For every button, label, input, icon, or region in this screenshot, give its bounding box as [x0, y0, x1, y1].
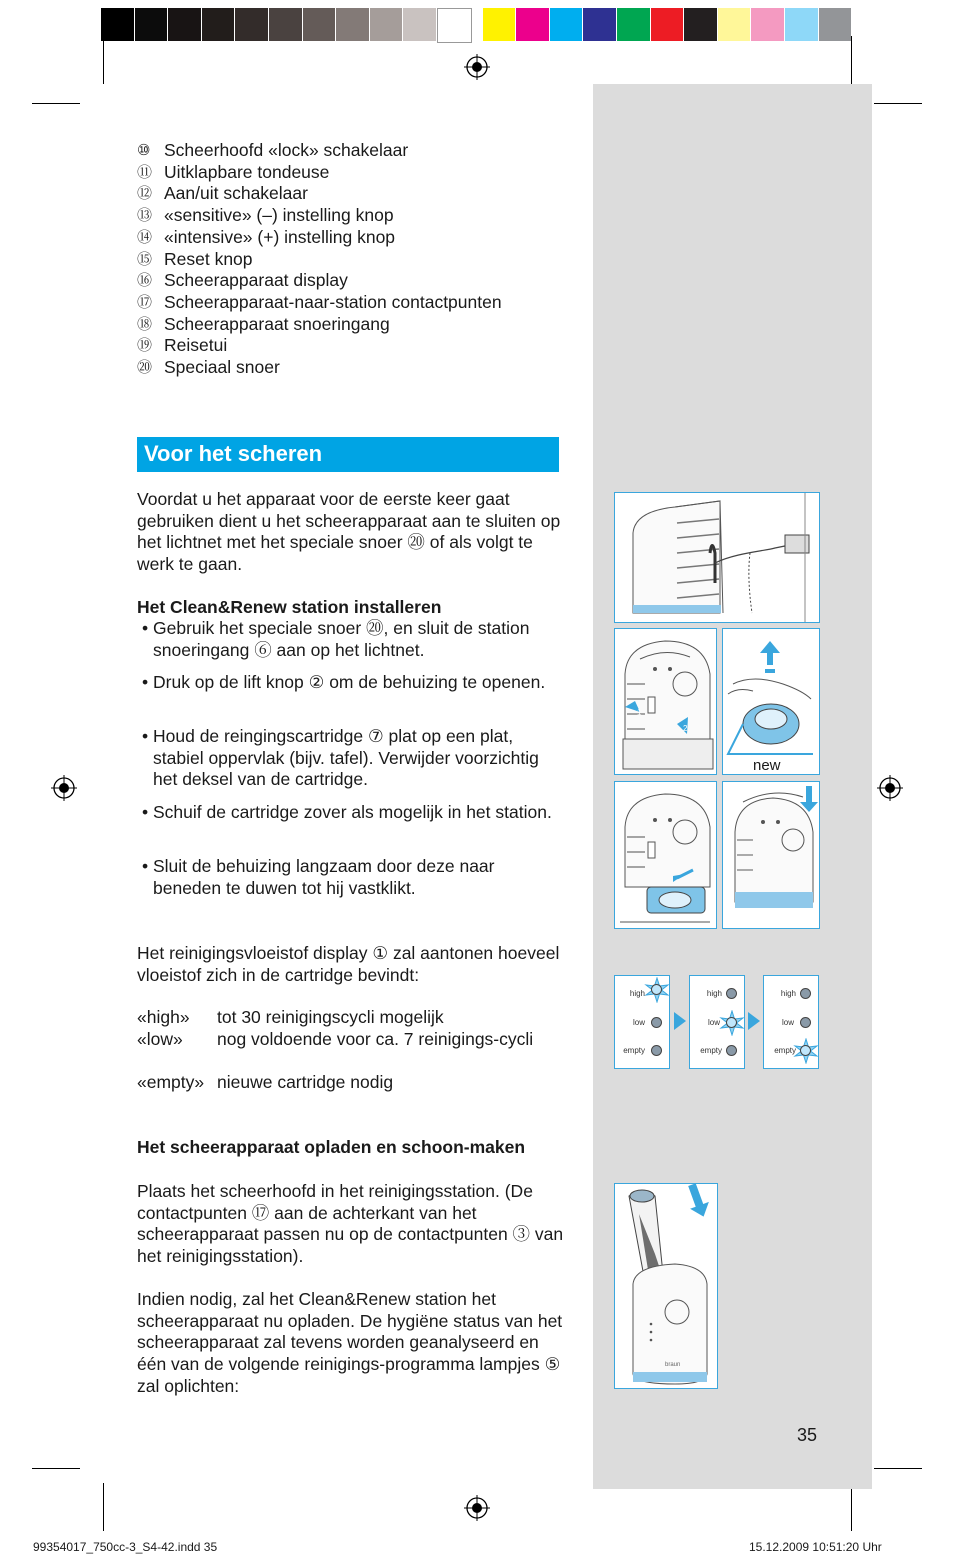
legend-text: Scheerapparaat display [164, 270, 348, 291]
color-swatch [785, 8, 818, 41]
legend-item [137, 314, 577, 336]
lamp-label-empty: empty [774, 1046, 796, 1055]
hygiene-paragraph: Indien nodig, zal het Clean&Renew station het scheerapparaat nu opladen. De hygiëne status van het scheerapparaat zal tevens worden geanalyseerd en één van de volgende reinigings-programma lampjes ⑤ zal oplichten: [137, 1289, 563, 1396]
crop-mark [851, 1483, 852, 1531]
legend-text: «sensitive» (–) instelling knop [164, 205, 394, 226]
status-key: «low» [137, 1029, 183, 1049]
intro-paragraph: Voordat u het apparaat voor de eerste keer gaat gebruiken dient u het scheerapparaat aan te sluiten op het lichtnet met het speciale snoer ⑳ of als volgt te werk te gaan. [137, 489, 561, 575]
legend-number: ⑯ [137, 272, 153, 290]
brand-logo: braun [665, 1362, 681, 1368]
lamp-label-high: high [629, 989, 645, 998]
parts-legend [137, 140, 577, 379]
color-swatch [651, 8, 684, 41]
color-swatch [516, 8, 549, 41]
charge-heading: Het scheerapparaat opladen en schoon-maken [137, 1137, 526, 1157]
crop-mark [103, 1483, 104, 1531]
registration-mark-icon [51, 775, 77, 801]
page-number: 35 [797, 1425, 818, 1445]
install-step: • Schuif de cartridge zover als mogelijk in het station. [137, 802, 557, 846]
step-label: 2 [683, 724, 688, 733]
install-step: • Druk op de lift knop ② om de behuizing te openen. [137, 672, 557, 716]
lamp-high [726, 988, 737, 999]
legend-number: ⑮ [137, 250, 153, 268]
install-step-text: Schuif de cartridge zover als mogelijk in het station. [153, 802, 552, 822]
legend-text: Aan/uit schakelaar [164, 183, 308, 204]
lamp-empty-on [800, 1045, 811, 1056]
crop-mark [874, 103, 922, 104]
lamp-label-high: high [780, 989, 796, 998]
legend-number: ⑲ [137, 337, 153, 355]
color-swatch [101, 8, 134, 41]
legend-text: «intensive» (+) instelling knop [164, 226, 396, 247]
lamp-label-empty: empty [623, 1046, 645, 1055]
lift-button-illustration [614, 628, 717, 775]
color-swatch [135, 8, 168, 41]
legend-number: ⑪ [137, 163, 153, 181]
install-step: • Houd de reingingscartridge ⑦ plat op een plat, stabiel oppervlak (bijv. tafel). Verwijder voorzichtig het deksel van de cartridge. [137, 726, 557, 792]
install-step: • Sluit de behuizing langzaam door deze naar beneden te duwen tot hij vastklikt. [137, 856, 557, 900]
footer-timestamp: 15.12.2009 10:51:20 Uhr [749, 1540, 882, 1554]
crop-mark [103, 36, 104, 84]
status-value: tot 30 reinigingscycli mogelijk [217, 1007, 444, 1027]
crop-mark [874, 1468, 922, 1469]
crop-mark [851, 36, 852, 84]
insert-cartridge-illustration [614, 781, 717, 929]
legend-item [137, 270, 577, 292]
display-paragraph: Het reinigingsvloeistof display ① zal aantonen hoeveel vloeistof zich in de cartridge bevindt: [137, 943, 560, 985]
footer-file-info: 99354017_750cc-3_S4-42.indd 35 [33, 1540, 218, 1554]
lamp-empty [726, 1045, 737, 1056]
legend-text: Scheerapparaat snoeringang [164, 313, 390, 334]
install-step-text: Druk op de lift knop ② om de behuizing te openen. [153, 672, 546, 692]
charge-paragraph: Plaats het scheerhoofd in het reinigingsstation. (De contactpunten ⑰ aan de achterkant van het scheerapparaat passen nu op de contactpunten ③ van het reinigingsstation). [137, 1181, 564, 1267]
legend-number: ⑬ [137, 207, 153, 225]
color-swatch [483, 8, 516, 41]
legend-item [137, 162, 577, 184]
color-swatch [336, 8, 369, 41]
legend-number: ⑳ [137, 359, 153, 377]
status-value: nieuwe cartridge nodig [217, 1072, 394, 1092]
fluid-display-high [614, 975, 670, 1069]
color-swatch [202, 8, 235, 41]
lamp-label-low: low [632, 1018, 645, 1027]
arrow-right-icon [748, 1012, 760, 1030]
install-step-text: Sluit de behuizing langzaam door deze naar beneden te duwen tot hij vastklikt. [153, 856, 495, 898]
lamp-label-empty: empty [700, 1046, 722, 1055]
lamp-low [800, 1017, 811, 1028]
lamp-label-high: high [706, 989, 722, 998]
lamp-label-low: low [707, 1018, 720, 1027]
status-key: «high» [137, 1007, 190, 1027]
install-step: • Gebruik het speciale snoer ⑳, en sluit de station snoeringang ⑥ aan op het lichtnet. [137, 618, 557, 662]
close-housing-illustration [722, 781, 820, 929]
section-heading [137, 437, 559, 472]
legend-number: ⑱ [137, 315, 153, 333]
legend-text: Scheerhoofd «lock» schakelaar [164, 140, 409, 160]
color-swatch [370, 8, 403, 41]
color-swatch [617, 8, 650, 41]
legend-item [137, 227, 577, 249]
new-label: new [753, 757, 781, 774]
color-swatch [718, 8, 751, 41]
legend-item [137, 205, 577, 227]
lamp-high [800, 988, 811, 999]
status-value: nog voldoende voor ca. 7 reinigings-cycli [217, 1029, 534, 1049]
color-swatch [819, 8, 852, 41]
registration-mark-icon [464, 1495, 490, 1521]
install-step-text: Gebruik het speciale snoer ⑳, en sluit de station snoeringang ⑥ aan op het lichtnet. [153, 618, 530, 660]
cartridge-new-illustration [722, 628, 820, 775]
arrow-right-icon [674, 1012, 686, 1030]
color-swatch [751, 8, 784, 41]
station-power-illustration [614, 492, 820, 623]
legend-text: Scheerapparaat-naar-station contactpunten [164, 291, 502, 312]
color-swatch [235, 8, 268, 41]
color-swatch [303, 8, 336, 41]
color-swatch [583, 8, 616, 41]
install-step-text: Houd de reingingscartridge ⑦ plat op een plat, stabiel oppervlak (bijv. tafel). Verwijder voorzichtig het deksel van de cartridge. [153, 726, 539, 790]
legend-item [137, 140, 577, 162]
legend-item [137, 249, 577, 271]
step-label: 1 [637, 708, 642, 717]
lamp-low [651, 1017, 662, 1028]
lamp-low-on [726, 1017, 737, 1028]
color-swatch [437, 8, 472, 43]
lamp-label-low: low [781, 1018, 794, 1027]
crop-mark [32, 103, 80, 104]
lamp-empty [651, 1045, 662, 1056]
legend-number: ⑫ [137, 185, 153, 203]
legend-item [137, 335, 577, 357]
color-swatch [403, 8, 436, 41]
color-swatch [550, 8, 583, 41]
legend-item [137, 292, 577, 314]
section-heading-text: Voor het scheren [144, 441, 323, 466]
lamp-high-on [651, 984, 662, 995]
legend-number: ⑰ [137, 293, 153, 311]
legend-number: ⑩ [137, 142, 151, 159]
color-swatch [269, 8, 302, 41]
legend-item [137, 183, 577, 205]
shaver-in-station-illustration [614, 1183, 718, 1389]
registration-mark-icon [464, 54, 490, 80]
legend-text: Speciaal snoer [164, 357, 280, 378]
registration-mark-icon [877, 775, 903, 801]
fluid-display-low [689, 975, 745, 1069]
crop-mark [32, 1468, 80, 1469]
legend-text: Reset knop [164, 248, 253, 269]
legend-number: ⑭ [137, 228, 153, 246]
legend-text: Uitklapbare tondeuse [164, 161, 330, 182]
color-swatch [684, 8, 717, 41]
fluid-display-empty [763, 975, 819, 1069]
legend-item [137, 357, 577, 379]
legend-text: Reisetui [164, 335, 228, 356]
status-key: «empty» [137, 1072, 205, 1092]
install-heading: Het Clean&Renew station installeren [137, 597, 442, 617]
color-swatch [168, 8, 201, 41]
